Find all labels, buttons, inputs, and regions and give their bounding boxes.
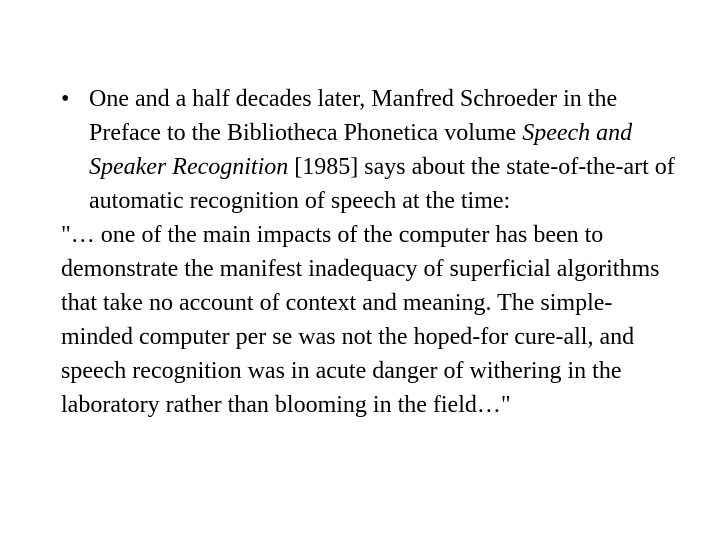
bullet-text-before: One and a half decades later, Manfred Schroeder in the Preface to the Bibliotheca Phonetica volume [89,86,618,146]
bullet-dot-icon: • [61,86,70,112]
bullet-text-after: [1985] says about the state-of-the-art of automatic recognition of speech at the time: [89,154,675,214]
bullet-text [89,82,681,218]
bullet-paragraph [61,82,681,218]
quote-paragraph: "… one of the main impacts of the computer has been to demonstrate the manifest inadequacy of superficial algorithms that take no account of context and meaning. The simple-minded computer per se was not the hoped-for cure-all, and speech recognition was in acute danger of withering in the laboratory rather than blooming in the field…" [61,222,660,418]
slide-content [61,82,681,422]
book-title: Speech and Speaker Recognition [89,120,633,180]
